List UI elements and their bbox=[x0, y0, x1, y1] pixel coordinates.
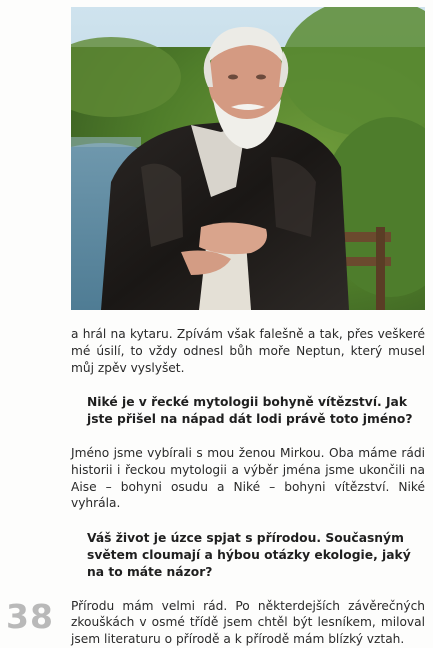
interview-question: Váš život je úzce spjat s přírodou. Současným světem cloumají a hýbou otázky ekologie, jaký na to máte názor? bbox=[87, 531, 411, 579]
portrait-photo bbox=[71, 7, 425, 310]
answer-paragraph: Jméno jsme vybírali s mou ženou Mirkou. Oba máme rádi historii i řeckou mytologii a výběr jména jsme ukončili na Aise – bohyni osudu a Niké – bohyni vítězství. Niké vyhrála. bbox=[71, 445, 425, 511]
portrait-illustration bbox=[71, 7, 425, 310]
page-number: 38 bbox=[6, 597, 54, 636]
answer-paragraph: Přírodu mám velmi rád. Po některdejších závěrečných zkouškách v osmé třídě jsem chtěl být lesníkem, miloval jsem literaturu o přírodě a k přírodě mám blízký vztah. bbox=[71, 598, 425, 647]
article-text bbox=[71, 326, 425, 648]
answer-paragraph: a hrál na kytaru. Zpívám však falešně a tak, přes veškeré mé úsilí, to vždy odnesl bůh moře Neptun, který musel můj zpěv vyslyšet. bbox=[71, 327, 425, 375]
interview-question: Niké je v řecké mytologii bohyně vítězství. Jak jste přišel na nápad dát lodi právě toto jméno? bbox=[87, 395, 413, 427]
